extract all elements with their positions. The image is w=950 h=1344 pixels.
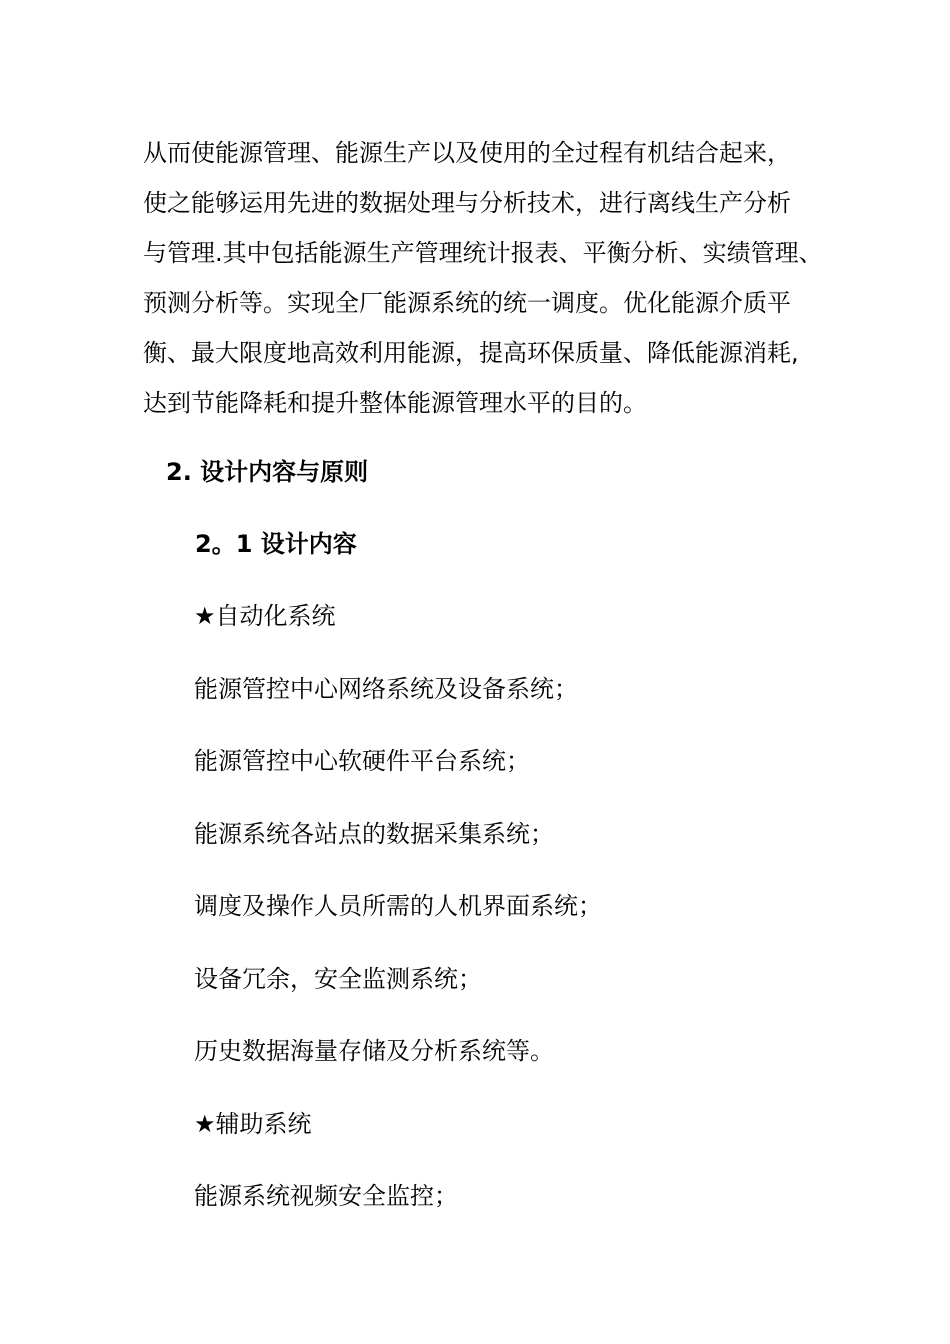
intro-line-4: 预测分析等。实现全厂能源系统的统一调度。优化能源介质平 (143, 289, 791, 317)
section-heading: 2. 设计内容与原则 (166, 458, 369, 486)
intro-line-2: 使之能够运用先进的数据处理与分析技术，进行离线生产分析 (143, 189, 791, 217)
list-item-automation-system: ★自动化系统 (194, 602, 336, 630)
design-content-list (194, 599, 854, 1252)
intro-line-3: 与管理.其中包括能源生产管理统计报表、平衡分析、实绩管理、 (143, 239, 823, 267)
list-item: 能源管控中心网络系统及设备系统； (194, 674, 578, 703)
intro-line-5: 衡、最大限度地高效利用能源，提高环保质量、降低能源消耗, (143, 339, 799, 367)
list-item: 能源系统各站点的数据采集系统； (194, 819, 554, 848)
list-item: 设备冗余，安全监测系统； (194, 964, 482, 993)
list-item: 能源管控中心软硬件平台系统； (194, 747, 530, 775)
list-item: 能源系统视频安全监控； (194, 1182, 458, 1210)
list-item: 历史数据海量存储及分析系统等。 (194, 1037, 554, 1065)
subsection-heading: 2。1 设计内容 (195, 530, 357, 558)
intro-line-6: 达到节能降耗和提升整体能源管理水平的目的。 (143, 389, 647, 417)
list-item: 调度及操作人员所需的人机界面系统； (194, 892, 602, 920)
intro-line-1: 从而使能源管理、能源生产以及使用的全过程有机结合起来， (143, 139, 791, 167)
list-item-auxiliary-system: ★辅助系统 (194, 1109, 312, 1138)
intro-paragraph (143, 128, 823, 428)
